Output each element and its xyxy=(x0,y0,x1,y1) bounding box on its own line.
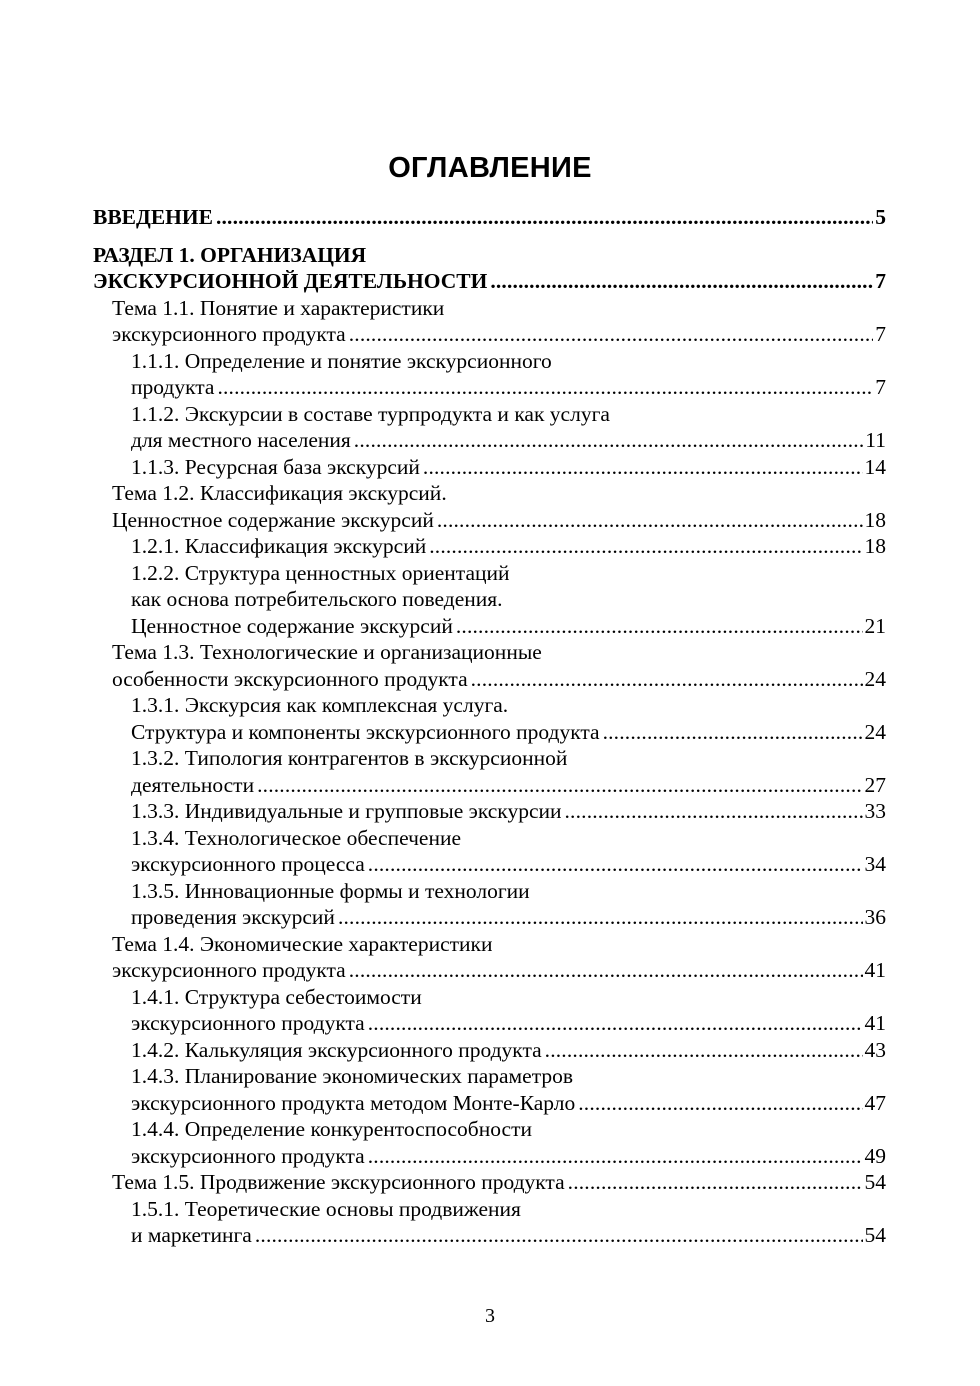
toc-entry-text: 1.1.1. Определение и понятие экскурсионного xyxy=(131,348,552,373)
toc-page-number: 54 xyxy=(864,1223,886,1247)
toc-entry-text: 1.3.3. Индивидуальные и групповые экскурсии xyxy=(131,799,562,823)
toc-entry-text: 1.1.2. Экскурсии в составе турпродукта и как услуга xyxy=(131,401,610,426)
toc-entry-text: 1.3.4. Технологическое обеспечение xyxy=(131,825,462,850)
toc-entry-text: Тема 1.4. Экономические характеристики xyxy=(112,931,493,956)
toc-entry-text: Ценностное содержание экскурсий xyxy=(112,507,434,532)
toc-entry-text: 1.2.1. Классификация экскурсий xyxy=(131,534,427,558)
toc-entry-line xyxy=(112,507,886,534)
toc-entry-text: Структура и компоненты экскурсионного продукта xyxy=(131,719,600,744)
dot-leader xyxy=(545,1037,863,1064)
toc-page-number: 36 xyxy=(864,905,886,929)
toc-entry-text: 1.3.5. Инновационные формы и технологии xyxy=(131,878,530,903)
toc-section-entry[interactable] xyxy=(93,242,886,295)
toc-entry-text: Тема 1.5. Продвижение экскурсионного продукта xyxy=(112,1170,565,1194)
dot-leader xyxy=(456,613,863,640)
toc-page-number: 7 xyxy=(875,322,886,346)
toc-entry-line xyxy=(131,1090,886,1117)
toc-entry-text: деятельности xyxy=(131,772,255,797)
toc-topic-entry[interactable] xyxy=(93,931,886,984)
toc-subtopic-entry[interactable] xyxy=(93,348,886,401)
toc-entry-line xyxy=(131,719,886,746)
dot-leader xyxy=(338,904,863,931)
toc-entry-text: проведения экскурсий xyxy=(131,905,335,929)
toc-page-number: 34 xyxy=(864,852,886,876)
dot-leader xyxy=(216,204,873,231)
toc-entry-line xyxy=(131,1010,886,1037)
toc-entry-line xyxy=(131,1143,886,1170)
toc-entry-text: особенности экскурсионного продукта xyxy=(112,666,468,691)
toc-entry-text: 1.5.1. Теоретические основы продвижения xyxy=(131,1196,521,1221)
toc-page-number: 49 xyxy=(864,1143,886,1168)
toc-entry-text: 1.4.1. Структура себестоимости xyxy=(131,984,422,1009)
toc-page-number: 7 xyxy=(875,269,886,293)
toc-page-number: 18 xyxy=(864,507,886,532)
dot-leader xyxy=(429,533,862,560)
toc-subtopic-entry[interactable] xyxy=(93,1037,886,1064)
toc-entry-text: экскурсионного продукта xyxy=(112,958,346,982)
toc-topic-entry[interactable] xyxy=(93,295,886,348)
toc-entry-line xyxy=(112,1169,886,1196)
toc-entry-text: и маркетинга xyxy=(131,1223,252,1247)
dot-leader xyxy=(257,772,862,799)
toc-entry-line xyxy=(131,613,886,640)
toc-page-number: 11 xyxy=(865,428,886,452)
toc-subtopic-entry[interactable] xyxy=(93,560,886,640)
toc-subtopic-entry[interactable] xyxy=(93,533,886,560)
toc-entry-text: 1.3.1. Экскурсия как комплексная услуга. xyxy=(131,693,509,717)
toc-page-number: 18 xyxy=(864,534,886,558)
toc-entry-line xyxy=(131,374,886,401)
toc-entry-line xyxy=(131,904,886,931)
toc-page-number: 14 xyxy=(864,454,886,479)
toc-subtopic-entry[interactable] xyxy=(93,745,886,798)
toc-topic-entry[interactable] xyxy=(93,480,886,533)
toc-entry-text: для местного населения xyxy=(131,428,351,452)
toc-entry-text: экскурсионного продукта методом Монте-Карло xyxy=(131,1090,576,1115)
toc-entry-line xyxy=(93,268,886,295)
toc-entry-line xyxy=(131,798,886,825)
toc-page-number: 47 xyxy=(864,1090,886,1115)
toc-entry-text: 1.2.2. Структура ценностных ориентаций xyxy=(131,560,510,585)
toc-subtopic-entry[interactable] xyxy=(93,984,886,1037)
toc-subtopic-entry[interactable] xyxy=(93,692,886,745)
dot-leader xyxy=(603,719,863,746)
toc-subtopic-entry[interactable] xyxy=(93,798,886,825)
toc-subtopic-entry[interactable] xyxy=(93,878,886,931)
toc-page-number: 24 xyxy=(864,666,886,691)
toc-page-number: 24 xyxy=(864,719,886,744)
toc-subtopic-entry[interactable] xyxy=(93,825,886,878)
toc-entry-text: Тема 1.2. Классификация экскурсий. xyxy=(112,481,447,505)
dot-leader xyxy=(354,427,864,454)
toc-entry-line xyxy=(131,1037,886,1064)
toc-page-number: 33 xyxy=(864,799,886,823)
dot-leader xyxy=(568,1169,863,1196)
toc-page-number: 54 xyxy=(864,1170,886,1194)
dot-leader xyxy=(349,957,863,984)
dot-leader xyxy=(368,1143,863,1170)
dot-leader xyxy=(349,321,874,348)
toc-entry-text: 1.4.2. Калькуляция экскурсионного продукта xyxy=(131,1037,542,1062)
toc-page-number: 7 xyxy=(875,375,886,399)
toc-entry-line xyxy=(112,666,886,693)
page-number: 3 xyxy=(485,1305,495,1327)
toc-page-number: 41 xyxy=(864,1011,886,1035)
toc-entry-text: экскурсионного продукта xyxy=(112,322,346,346)
dot-leader xyxy=(368,1010,863,1037)
toc-entry-line xyxy=(93,204,886,231)
toc-subtopic-entry[interactable] xyxy=(93,1196,886,1249)
toc-entry-line xyxy=(131,1222,886,1249)
toc-entry-text: ЭКСКУРСИОННОЙ ДЕЯТЕЛЬНОСТИ xyxy=(93,269,488,293)
table-of-contents xyxy=(93,204,886,1249)
dot-leader xyxy=(565,798,863,825)
dot-leader xyxy=(423,454,863,481)
toc-entry-text: 1.4.4. Определение конкурентоспособности xyxy=(131,1117,532,1141)
toc-entry-text: как основа потребительского поведения. xyxy=(131,587,503,611)
toc-topic-entry[interactable] xyxy=(93,1169,886,1196)
toc-entry-text: ВВЕДЕНИЕ xyxy=(93,205,213,229)
toc-page-number: 5 xyxy=(875,205,886,229)
toc-entry-text: РАЗДЕЛ 1. ОРГАНИЗАЦИЯ xyxy=(93,242,367,267)
toc-page-number: 27 xyxy=(864,772,886,797)
toc-entry-line xyxy=(131,772,886,799)
page-title: ОГЛАВЛЕНИЕ xyxy=(388,152,592,184)
dot-leader xyxy=(368,851,863,878)
dot-leader xyxy=(471,666,863,693)
toc-entry-line xyxy=(112,321,886,348)
toc-entry-line xyxy=(112,957,886,984)
toc-entry-text: 1.1.3. Ресурсная база экскурсий xyxy=(131,454,420,479)
toc-subtopic-entry[interactable] xyxy=(93,401,886,454)
toc-entry-text: Ценностное содержание экскурсий xyxy=(131,613,453,638)
toc-entry-text: Тема 1.1. Понятие и характеристики xyxy=(112,295,445,320)
dot-leader xyxy=(578,1090,862,1117)
toc-entry-text: продукта xyxy=(131,375,215,399)
toc-entry-text: Тема 1.3. Технологические и организационные xyxy=(112,640,542,664)
toc-subtopic-entry[interactable] xyxy=(93,454,886,481)
toc-page-number: 21 xyxy=(864,613,886,638)
toc-entry-line xyxy=(131,427,886,454)
toc-entry-text: экскурсионного процесса xyxy=(131,852,365,876)
toc-subtopic-entry[interactable] xyxy=(93,1063,886,1116)
dot-leader xyxy=(217,374,873,401)
toc-entry-line xyxy=(131,533,886,560)
toc-subtopic-entry[interactable] xyxy=(93,1116,886,1169)
toc-entry-text: экскурсионного продукта xyxy=(131,1011,365,1035)
toc-entry-text: 1.4.3. Планирование экономических параметров xyxy=(131,1064,573,1088)
toc-topic-entry[interactable] xyxy=(93,639,886,692)
toc-page-number: 43 xyxy=(864,1037,886,1062)
dot-leader xyxy=(255,1222,863,1249)
dot-leader xyxy=(490,268,873,295)
toc-section-entry[interactable] xyxy=(93,204,886,231)
dot-leader xyxy=(437,507,863,534)
toc-page-number: 41 xyxy=(864,958,886,982)
toc-entry-text: 1.3.2. Типология контрагентов в экскурсионной xyxy=(131,746,568,770)
toc-entry-text: экскурсионного продукта xyxy=(131,1143,365,1168)
toc-entry-line xyxy=(131,454,886,481)
toc-entry-line xyxy=(131,851,886,878)
